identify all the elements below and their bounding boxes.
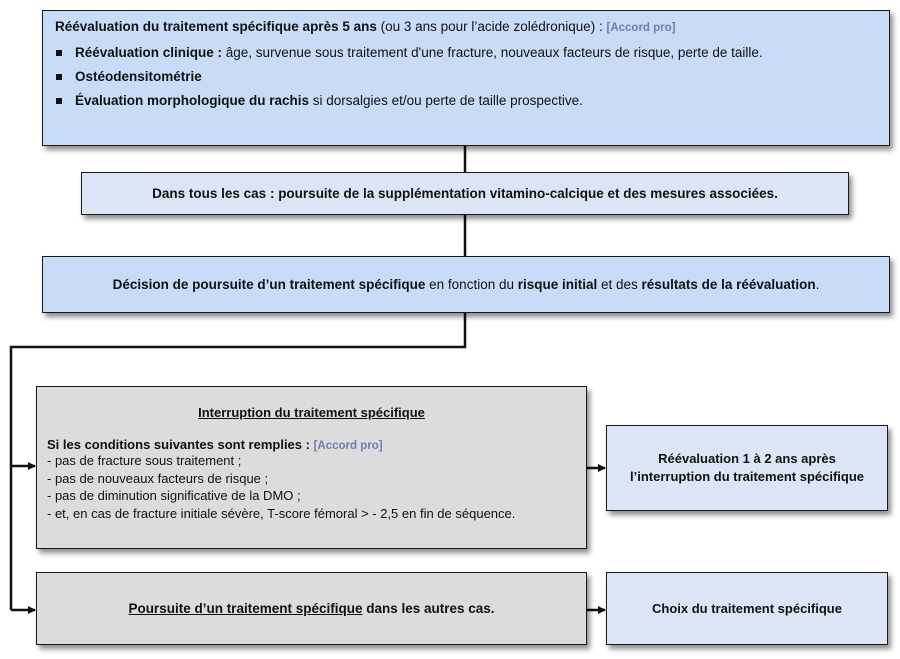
poursuite-box xyxy=(36,572,587,645)
decision-part: risque initial xyxy=(517,277,598,292)
reevaluation-title xyxy=(55,19,877,34)
reevaluation-list xyxy=(55,45,877,108)
decision-part: en fonction du xyxy=(425,277,518,292)
reevaluation-after-interruption-box xyxy=(606,425,888,511)
choix-text: Choix du traitement spécifique xyxy=(652,601,842,616)
interruption-title: Interruption du traitement spécifique xyxy=(198,405,425,420)
list-item: - et, en cas de fracture initiale sévère, T-score fémoral > - 2,5 en fin de séquence. xyxy=(47,505,516,521)
decision-part: et des xyxy=(597,277,642,292)
decision-part: résultats de la réévaluation xyxy=(641,277,816,292)
accord-pro-badge: [Accord pro] xyxy=(313,440,383,452)
conditions-line xyxy=(47,437,576,452)
supplementation-text: Dans tous les cas : poursuite de la supplémentation vitamino-calcique et des mesures associées. xyxy=(152,186,778,201)
list-item: - pas de diminution significative de la DMO ; xyxy=(47,488,301,503)
list-item-bold: Réévaluation clinique : xyxy=(75,45,223,60)
decision-part: . xyxy=(815,277,820,292)
conditions-list xyxy=(47,452,576,522)
poursuite-text xyxy=(128,601,494,616)
accord-pro-badge: [Accord pro] xyxy=(606,22,676,34)
list-item xyxy=(55,93,877,108)
decision-part: Décision de poursuite d’un traitement spécifique xyxy=(112,277,426,292)
decision-box xyxy=(42,256,890,313)
poursuite-underlined: Poursuite d’un traitement spécifique xyxy=(128,601,363,616)
choix-box xyxy=(606,572,888,645)
list-item-bold: Évaluation morphologique du rachis xyxy=(75,93,310,108)
reevaluation-title-bold: Réévaluation du traitement spécifique après 5 ans xyxy=(55,19,377,34)
list-item xyxy=(55,69,877,84)
list-item-text: si dorsalgies et/ou perte de taille prospective. xyxy=(309,93,583,108)
list-item xyxy=(55,45,877,60)
reevaluation-after-line2: l’interruption du traitement spécifique xyxy=(629,469,865,484)
interruption-box xyxy=(36,386,587,549)
decision-text xyxy=(113,277,820,292)
list-item: - pas de nouveaux facteurs de risque ; xyxy=(47,470,269,486)
list-item-text: âge, survenue sous traitement d'une fracture, nouveaux facteurs de risque, perte de taille. xyxy=(222,45,763,60)
list-item-bold: Ostéodensitométrie xyxy=(75,69,202,84)
reevaluation-after-line1: Réévaluation 1 à 2 ans après xyxy=(658,451,836,466)
reevaluation-box xyxy=(42,10,890,146)
conditions-label: Si les conditions suivantes sont remplies : xyxy=(47,437,314,452)
reevaluation-title-rest: (ou 3 ans pour l’acide zolédronique) : xyxy=(376,19,607,34)
poursuite-rest: dans les autres cas. xyxy=(362,601,495,616)
list-item: - pas de fracture sous traitement ; xyxy=(47,453,242,468)
supplementation-box xyxy=(81,172,849,215)
